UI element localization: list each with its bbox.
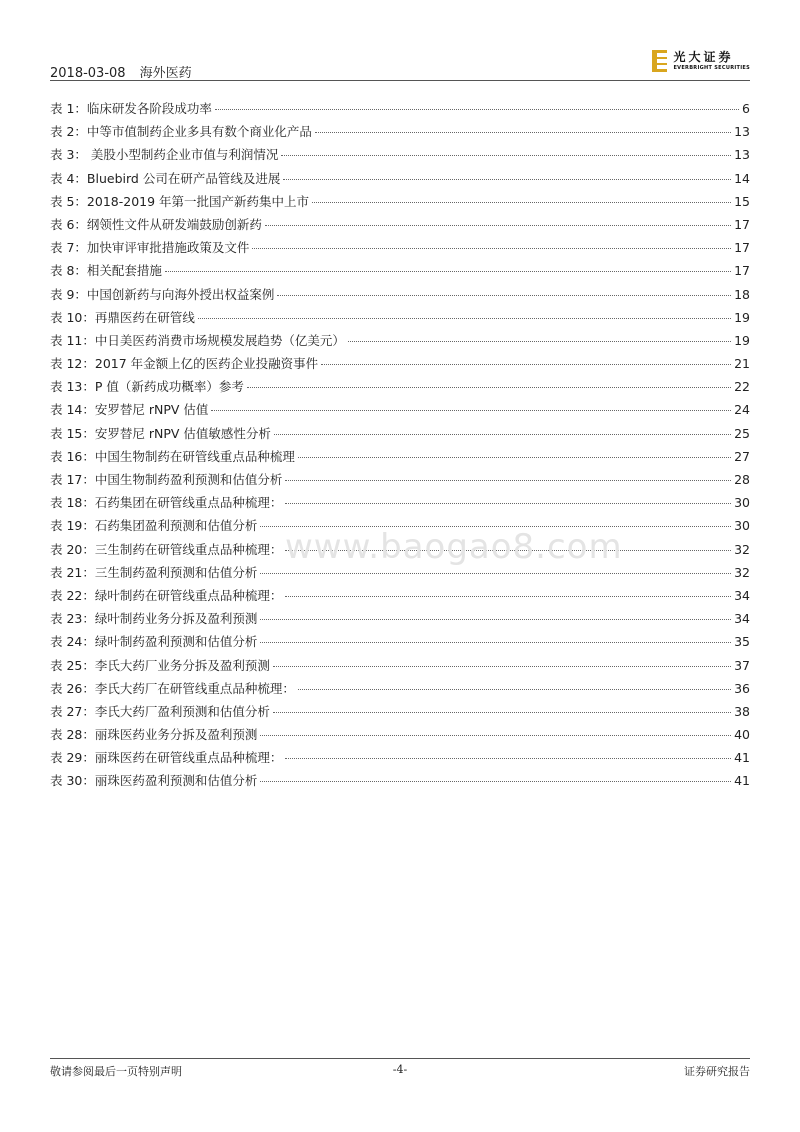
toc-dot-leader — [252, 248, 731, 249]
toc-entry-label: 表 9：中国创新药与向海外授出权益案例 — [50, 286, 275, 302]
toc-entry-label: 表 7：加快审评审批措施政策及文件 — [50, 240, 250, 256]
toc-entry-page: 36 — [734, 680, 750, 696]
toc-dot-leader — [260, 619, 731, 620]
toc-entry[interactable] — [50, 238, 750, 261]
toc-entry[interactable] — [50, 354, 750, 377]
toc-entry-label: 表 22：绿叶制药在研管线重点品种梳理： — [50, 587, 283, 603]
toc-entry-label: 表 24：绿叶制药盈利预测和估值分析 — [50, 634, 258, 650]
toc-dot-leader — [312, 202, 731, 203]
logo-name-en: EVERBRIGHT SECURITIES — [673, 65, 750, 71]
toc-entry-label: 表 21：三生制药盈利预测和估值分析 — [50, 564, 258, 580]
toc-entry[interactable] — [50, 493, 750, 516]
toc-entry-label: 表 25：李氏大药厂业务分拆及盈利预测 — [50, 657, 270, 673]
toc-entry-page: 21 — [734, 356, 750, 372]
toc-entry-page: 40 — [734, 727, 750, 743]
toc-entry[interactable] — [50, 540, 750, 563]
toc-entry[interactable] — [50, 609, 750, 632]
toc-entry[interactable] — [50, 169, 750, 192]
toc-entry-label: 表 10：再鼎医药在研管线 — [50, 309, 195, 325]
toc-entry[interactable] — [50, 261, 750, 284]
toc-entry-page: 18 — [734, 286, 750, 302]
toc-dot-leader — [315, 132, 731, 133]
toc-entry-page: 13 — [734, 124, 750, 140]
toc-entry-label: 表 17：中国生物制药盈利预测和估值分析 — [50, 472, 283, 487]
toc-dot-leader — [348, 341, 731, 342]
toc-entry[interactable] — [50, 215, 750, 238]
toc-entry-label: 表 16：中国生物制药在研管线重点品种梳理 — [50, 448, 295, 464]
toc-entry-label: 表 3： 美股小型制药企业市值与利润情况 — [50, 147, 279, 163]
toc-dot-leader — [321, 364, 731, 365]
toc-dot-leader — [298, 457, 731, 458]
toc-dot-leader — [273, 712, 731, 713]
toc-entry-page: 34 — [734, 587, 750, 603]
header-divider — [50, 80, 750, 81]
toc-entry-page: 27 — [734, 448, 750, 464]
toc-entry-page: 25 — [734, 425, 750, 441]
toc-dot-leader — [281, 155, 731, 156]
toc-dot-leader — [211, 410, 731, 411]
toc-entry[interactable] — [50, 679, 750, 702]
footer-divider — [50, 1058, 750, 1059]
report-section: 海外医药 — [139, 66, 192, 81]
toc-entry[interactable] — [50, 586, 750, 609]
toc-dot-leader — [285, 480, 731, 481]
toc-entry[interactable] — [50, 145, 750, 168]
toc-entry-page: 37 — [734, 657, 750, 673]
toc-dot-leader — [215, 109, 739, 110]
toc-entry-page: 30 — [734, 518, 750, 534]
toc-dot-leader — [260, 735, 731, 736]
toc-entry-page: 32 — [734, 564, 750, 580]
watermark: www.baogao8.com — [285, 527, 623, 567]
toc-dot-leader — [283, 179, 731, 180]
toc-entry-label: 表 19：石药集团盈利预测和估值分析 — [50, 518, 258, 534]
toc-entry-page: 41 — [734, 750, 750, 766]
toc-entry[interactable] — [50, 447, 750, 470]
toc-entry[interactable] — [50, 424, 750, 447]
toc-entry-page: 38 — [734, 703, 750, 719]
logo-name-cn: 光大证券 — [673, 50, 734, 64]
logo-text — [673, 50, 750, 72]
toc-dot-leader — [273, 666, 731, 667]
toc-dot-leader — [265, 225, 731, 226]
toc-entry-page: 17 — [734, 263, 750, 279]
toc-entry[interactable] — [50, 563, 750, 586]
table-of-contents — [50, 99, 750, 795]
toc-entry-page: 17 — [734, 216, 750, 232]
toc-entry-page: 28 — [734, 472, 750, 487]
toc-dot-leader — [298, 689, 731, 690]
toc-dot-leader — [260, 526, 731, 527]
toc-entry[interactable] — [50, 331, 750, 354]
toc-entry-page: 13 — [734, 147, 750, 163]
toc-entry-label: 表 11：中日美医药消费市场规模发展趋势（亿美元） — [50, 332, 345, 348]
company-logo — [652, 50, 750, 72]
toc-entry-page: 19 — [734, 309, 750, 325]
toc-entry[interactable] — [50, 192, 750, 215]
toc-entry[interactable] — [50, 516, 750, 539]
toc-entry-label: 表 2：中等市值制药企业多具有数个商业化产品 — [50, 124, 312, 140]
toc-entry-page: 30 — [734, 495, 750, 511]
toc-entry-page: 15 — [734, 193, 750, 209]
everbright-logo-icon — [652, 50, 667, 72]
toc-entry-label: 表 4：Bluebird 公司在研产品管线及进展 — [50, 170, 281, 186]
toc-entry-label: 表 13：P 值（新药成功概率）参考 — [50, 379, 244, 395]
toc-dot-leader — [285, 550, 731, 551]
toc-dot-leader — [274, 434, 731, 435]
toc-dot-leader — [260, 781, 731, 782]
toc-entry-label: 表 20：三生制药在研管线重点品种梳理： — [50, 541, 283, 557]
toc-entry[interactable] — [50, 122, 750, 145]
toc-entry-label: 表 6：纲领性文件从研发端鼓励创新药 — [50, 216, 262, 232]
toc-entry-page: 32 — [734, 541, 750, 557]
toc-entry-page: 19 — [734, 332, 750, 348]
toc-entry-page: 6 — [742, 101, 750, 116]
footer-disclaimer: 敬请参阅最后一页特别声明 — [50, 1065, 182, 1078]
toc-entry[interactable] — [50, 99, 750, 122]
toc-entry-page: 24 — [734, 402, 750, 418]
toc-entry[interactable] — [50, 748, 750, 771]
toc-entry[interactable] — [50, 632, 750, 655]
toc-entry[interactable] — [50, 656, 750, 679]
toc-entry[interactable] — [50, 702, 750, 725]
toc-entry-label: 表 5：2018-2019 年第一批国产新药集中上市 — [50, 193, 310, 209]
toc-entry-label: 表 26：李氏大药厂在研管线重点品种梳理： — [50, 680, 295, 696]
toc-entry-label: 表 23：绿叶制药业务分拆及盈利预测 — [50, 611, 258, 627]
toc-entry-label: 表 18：石药集团在研管线重点品种梳理： — [50, 495, 283, 511]
toc-entry-label: 表 30：丽珠医药盈利预测和估值分析 — [50, 773, 258, 789]
toc-entry-label: 表 12：2017 年金额上亿的医药企业投融资事件 — [50, 356, 319, 372]
toc-dot-leader — [260, 573, 731, 574]
page-number: -4- — [392, 1063, 408, 1076]
toc-entry[interactable] — [50, 470, 750, 493]
toc-entry-label: 表 1：临床研发各阶段成功率 — [50, 101, 212, 116]
toc-entry-page: 22 — [734, 379, 750, 395]
toc-dot-leader — [277, 295, 731, 296]
toc-dot-leader — [285, 758, 731, 759]
toc-dot-leader — [260, 642, 731, 643]
toc-entry-label: 表 29：丽珠医药在研管线重点品种梳理： — [50, 750, 283, 766]
toc-entry[interactable] — [50, 771, 750, 794]
header-text — [50, 62, 192, 81]
toc-entry-label: 表 28：丽珠医药业务分拆及盈利预测 — [50, 727, 258, 743]
toc-entry[interactable] — [50, 377, 750, 400]
toc-entry-label: 表 8：相关配套措施 — [50, 263, 162, 279]
report-date: 2018-03-08 — [50, 66, 126, 81]
toc-entry-label: 表 14：安罗替尼 rNPV 估值 — [50, 402, 209, 418]
toc-entry-page: 34 — [734, 611, 750, 627]
toc-entry[interactable] — [50, 725, 750, 748]
toc-entry-page: 41 — [734, 773, 750, 789]
toc-entry-page: 35 — [734, 634, 750, 650]
toc-entry[interactable] — [50, 308, 750, 331]
toc-dot-leader — [165, 271, 731, 272]
toc-entry-page: 17 — [734, 240, 750, 256]
toc-entry[interactable] — [50, 285, 750, 308]
footer-report-type: 证券研究报告 — [684, 1065, 750, 1078]
toc-entry-label: 表 27：李氏大药厂盈利预测和估值分析 — [50, 703, 270, 719]
toc-dot-leader — [198, 318, 731, 319]
toc-entry[interactable] — [50, 400, 750, 423]
toc-entry-label: 表 15：安罗替尼 rNPV 估值敏感性分析 — [50, 425, 271, 441]
toc-dot-leader — [247, 387, 731, 388]
toc-entry-page: 14 — [734, 170, 750, 186]
toc-dot-leader — [285, 596, 731, 597]
toc-dot-leader — [285, 503, 731, 504]
page-header — [50, 46, 750, 80]
